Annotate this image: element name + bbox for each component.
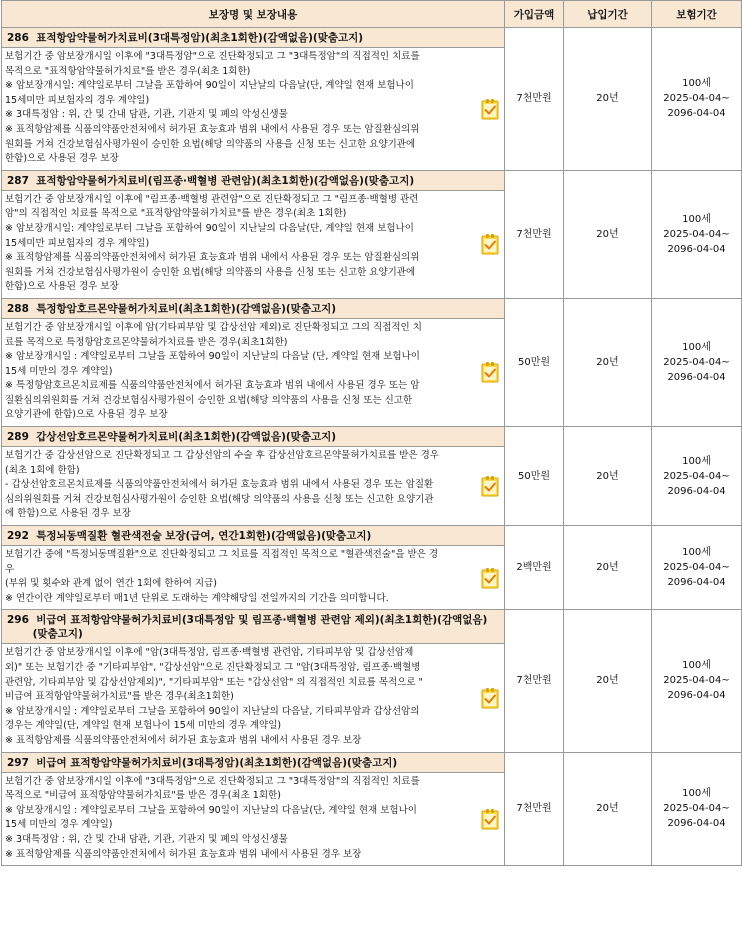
item-title-text: 297 비급여 표적항암약물허가치료비(3대특정암)(최초1회한)(감액없음)(맞춤고지) — [7, 756, 398, 769]
item-title — [2, 28, 505, 48]
header-amount: 가입금액 — [505, 1, 564, 28]
checklist-icon — [481, 475, 499, 497]
item-insurance-period: 100세 2025-04-04~ 2096-04-04 — [652, 610, 742, 752]
item-amount: 7천만원 — [505, 610, 564, 752]
item-title — [2, 427, 505, 447]
checklist-icon — [481, 808, 499, 830]
item-payment-period: 20년 — [564, 28, 652, 171]
item-payment-period: 20년 — [564, 427, 652, 526]
item-title-row — [2, 752, 742, 772]
item-payment-period: 20년 — [564, 610, 652, 752]
item-description-text: 보험기간 중 암보장개시일 이후에 "림프종·백혈병 관련암"으로 진단확정되고 그 "림프종·백혈병 관련 암"의 직접적인 치료를 목적으로 "표적항암약물허가치료"를 받은 경우(최초 1회한) ※ 암보장개시일: 계약일로부터 그날을 포함하여 90일이 지난날의 다음날(단, 계약일 현재 보험나이 15세미만 피보험자의 경우 계약일) ※ 표적항암제를 식품의약품안전처에서 허가된 효능효과 범위 내에서 사용된 경우 또는 암질환심의위 원회를 거쳐 건강보험심사평가원이 승인한 요법(해당 의약품의 사용을 신청 또는 신고한 요양기관에 한함)으로 사용된 경우 보장 — [5, 193, 420, 293]
checklist-icon — [481, 361, 499, 383]
item-payment-period: 20년 — [564, 298, 652, 426]
item-description — [2, 48, 505, 171]
item-insurance-period: 100세 2025-04-04~ 2096-04-04 — [652, 526, 742, 610]
checklist-icon — [481, 98, 499, 120]
checklist-icon — [481, 233, 499, 255]
item-title-row — [2, 610, 742, 644]
header-term: 보험기간 — [652, 1, 742, 28]
item-description — [2, 644, 505, 752]
item-description — [2, 772, 505, 866]
item-amount: 50만원 — [505, 298, 564, 426]
item-title — [2, 752, 505, 772]
item-amount: 7천만원 — [505, 28, 564, 171]
item-title-text: 288 특정항암호르몬약물허가치료비(최초1회한)(감액없음)(맞춤고지) — [7, 302, 337, 315]
item-title — [2, 526, 505, 546]
header-payment: 납입기간 — [564, 1, 652, 28]
item-description — [2, 447, 505, 526]
item-description-text: 보험기간 중 암보장개시일 이후에 암(기타피부암 및 갑상선암 제외)로 진단확정되고 그의 직접적인 치 료를 목적으로 특정항암호르몬약물허가치료를 받은 경우(최초1회한) ※ 암보장개시일 : 계약일로부터 그날을 포함하여 90일이 지난날의 다음날 (단, 계약일 현재 보험나이 15세 미만의 경우 계약일) ※ 특정항암호르몬치료제를 식품의약품안전처에서 허가된 효능효과 범위 내에서 사용된 경우 또는 암 질환심의위원회를 거쳐 건강보험심사평가원이 승인한 요법(해당 의약품의 사용을 신청 또는 신고한 요양기관에 한함)으로 사용된 경우 보장 — [5, 321, 422, 421]
item-payment-period: 20년 — [564, 526, 652, 610]
item-amount: 7천만원 — [505, 752, 564, 866]
item-payment-period: 20년 — [564, 752, 652, 866]
item-insurance-period: 100세 2025-04-04~ 2096-04-04 — [652, 170, 742, 298]
item-amount: 50만원 — [505, 427, 564, 526]
item-description-text: 보험기간 중 암보장개시일 이후에 "암(3대특정암, 림프종·백혈병 관련암, 기타피부암 및 갑상선암제 외)" 또는 보험기간 중 "기타피부암", "갑상선암"으로 진단확정되고 그 "암(3대특정암, 림프종·백혈병 관련암, 기타피부암 및 갑상선암제외)", "기타피부암" 또는 "갑상선암" 의 직접적인 치료를 목적으로 " 비급여 표적항암약물허가치료"를 받은 경우(최초1회한) ※ 암보장개시일 : 계약일로부터 그날을 포함하여 90일이 지난날의 다음날, 기타피부암과 갑상선암의 경우는 계약일(단, 계약일 현재 보험나이 15세 미만의 경우 계약일) ※ 표적항암제를 식품의약품안전처에서 허가된 효능효과 범위 내에서 사용된 경우 보장 — [5, 647, 423, 746]
item-description-text: 보험기간 중 암보장개시일 이후에 "3대특정암"으로 진단확정되고 그 "3대특정암"의 직접적인 치료를 목적으로 "표적항암약물허가치료"를 받은 경우(최초 1회한) ※ 암보장개시일: 계약일로부터 그날을 포함하여 90일이 지난날의 다음날(단, 계약일 현재 보험나이 15세미만 피보험자의 경우 계약일) ※ 3대특정암 : 위, 간 및 간내 담관, 기관, 기관지 및 폐의 악성신생물 ※ 표적항암제를 식품의약품안전처에서 허가된 효능효과 범위 내에서 사용된 경우 또는 암질환심의위 원회를 거쳐 건강보험심사평가원이 승인한 요법(해당 의약품의 사용을 신청 또는 신고한 요양기관에 한함)으로 사용된 경우 보장 — [5, 51, 420, 165]
item-title — [2, 610, 505, 644]
item-payment-period: 20년 — [564, 170, 652, 298]
item-description-text: 보험기간 중에 "특정뇌동맥질환"으로 진단확정되고 그 치료를 직접적인 목적으로 "혈관색전술"을 받은 경 우 (부위 및 횟수와 관계 없이 연간 1회에 한하여 지급) ※ 연간이란 계약일로부터 매1년 단위로 도래하는 계약해당일 전일까지의 기간을 의미합니다. — [5, 549, 439, 604]
item-title-text: 289 갑상선암호르몬약물허가치료비(최초1회한)(감액없음)(맞춤고지) — [7, 431, 337, 444]
item-insurance-period: 100세 2025-04-04~ 2096-04-04 — [652, 28, 742, 171]
item-title-text: 287 표적항암약물허가치료비(림프종·백혈병 관련암)(최초1회한)(감액없음)(맞춤고지) — [7, 174, 415, 187]
item-title — [2, 170, 505, 190]
item-title-row — [2, 427, 742, 447]
item-description-text: 보험기간 중 갑상선암으로 진단확정되고 그 갑상선암의 수술 후 갑상선암호르몬약물허가치료를 받은 경우 (최초 1회에 한함) - 갑상선암호르몬치료제를 식품의약품안전처에서 허가된 효능효과 범위 내에서 사용된 경우 또는 암질환 심의위원회를 거쳐 건강보험심사평가원이 승인한 요법(해당 의약품의 사용을 신청 또는 신고한 요양기관 에 한함)으로 사용된 경우 보장 — [5, 450, 439, 520]
item-amount: 2백만원 — [505, 526, 564, 610]
item-title-row — [2, 526, 742, 546]
item-title-text: 296 비급여 표적항암약물허가치료비(3대특정암 및 림프종·백혈병 관련암 제외)(최초1회한)(감액없음) (맞춤고지) — [7, 614, 488, 641]
header-coverage: 보장명 및 보장내용 — [2, 1, 505, 28]
checklist-icon — [481, 567, 499, 589]
item-description — [2, 318, 505, 426]
item-title-row — [2, 28, 742, 48]
item-title-row — [2, 298, 742, 318]
item-title-row — [2, 170, 742, 190]
checklist-icon — [481, 687, 499, 709]
item-insurance-period: 100세 2025-04-04~ 2096-04-04 — [652, 752, 742, 866]
item-amount: 7천만원 — [505, 170, 564, 298]
item-title — [2, 298, 505, 318]
item-description-text: 보험기간 중 암보장개시일 이후에 "3대특정암"으로 진단확정되고 그 "3대특정암"의 직접적인 치료를 목적으로 "비급여 표적항암약물허가치료"를 받은 경우(최초 1회한) ※ 암보장개시일 : 계약일로부터 그날을 포함하여 90일이 지난날의 다음날(단, 계약일 현재 보험나이 15세 미만의 경우 계약일) ※ 3대특정암 : 위, 간 및 간내 담관, 기관, 기관지 및 폐의 악성신생물 ※ 표적항암제를 식품의약품안전처에서 허가된 효능효과 범위 내에서 사용된 경우 보장 — [5, 775, 420, 860]
item-description — [2, 546, 505, 610]
coverage-table — [1, 0, 742, 866]
header-row — [2, 1, 742, 28]
item-description — [2, 190, 505, 298]
item-insurance-period: 100세 2025-04-04~ 2096-04-04 — [652, 427, 742, 526]
item-title-text: 286 표적항암약물허가치료비(3대특정암)(최초1회한)(감액없음)(맞춤고지) — [7, 32, 364, 44]
item-insurance-period: 100세 2025-04-04~ 2096-04-04 — [652, 298, 742, 426]
item-title-text: 292 특정뇌동맥질환 혈관색전술 보장(급여, 연간1회한)(감액없음)(맞춤고지) — [7, 530, 372, 543]
